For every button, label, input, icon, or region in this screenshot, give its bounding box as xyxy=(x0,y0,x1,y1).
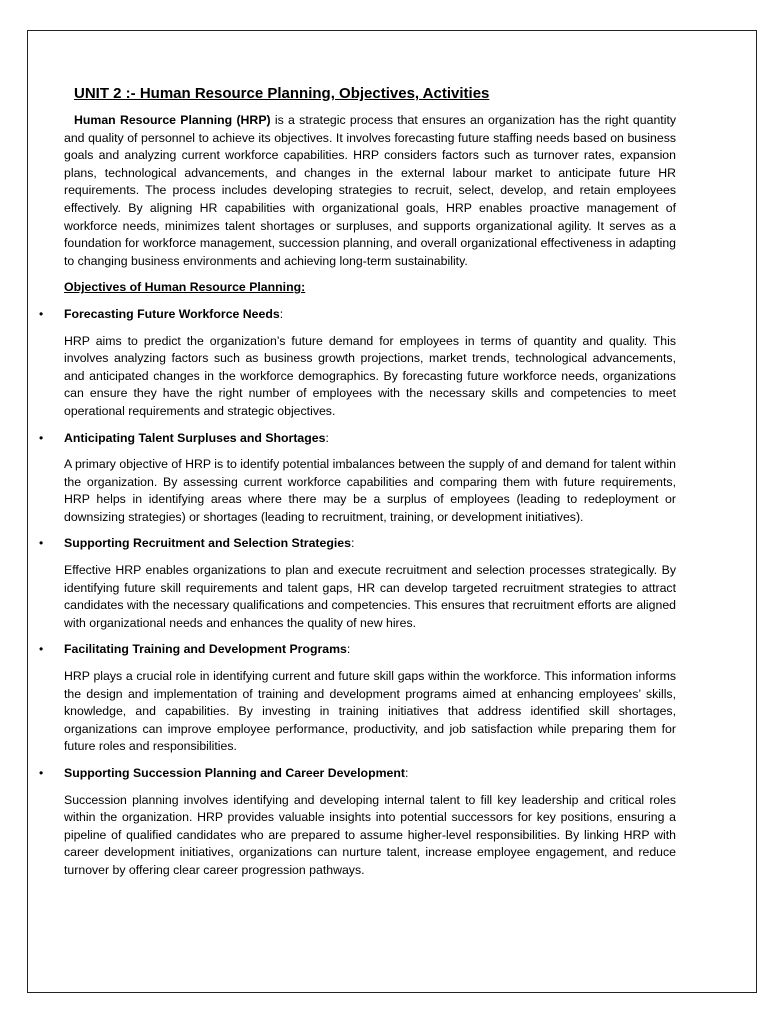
intro-term: Human Resource Planning (HRP) xyxy=(74,113,271,127)
document-title: UNIT 2 :- Human Resource Planning, Objectives, Activities xyxy=(74,85,490,102)
intro-text: is a strategic process that ensures an organization has the right quantity and quality of personnel to achieve its objectives. It involves forecasting future staffing needs based on business goals and analyzing current workforce capabilities. HRP considers factors such as turnover rates, expansion plans, technological advancements, and changes in the external labour market to anticipate future HR requirements. The process includes developing strategies to recruit, select, develop, and retain employees effectively. By aligning HR capabilities with organizational goals, HRP enables proactive management of workforce needs, minimizes talent shortages or surpluses, and supports organizational agility. It serves as a foundation for workforce management, succession planning, and overall organizational effectiveness in adapting to changing business environments and achieving long-term sustainability. xyxy=(64,113,677,268)
bullet-icon: • xyxy=(39,306,44,321)
objective-text: Succession planning involves identifying and developing internal talent to fill key leadership and critical roles within the organization. HRP provides valuable insights into potential successors for key positions, ensuring a pipeline of qualified candidates who are prepared to assume higher-level responsibilities. By linking HRP with career development initiatives, organizations can nurture talent, increase employee engagement, and reduce turnover by offering clear career progression pathways. xyxy=(64,792,676,877)
objective-item xyxy=(39,430,676,527)
bullet-icon: • xyxy=(39,642,44,657)
objective-text: Effective HRP enables organizations to plan and execute recruitment and selection processes strategically. By identifying future skill requirements and talent gaps, HR can develop targeted recruitment strategies to attract candidates with the necessary qualifications and competencies. This ensures that recruitment efforts are aligned with organizational needs and enhances the quality of new hires. xyxy=(64,563,676,630)
objective-colon: : xyxy=(325,430,329,445)
objective-colon: : xyxy=(279,306,284,321)
objective-heading xyxy=(39,641,676,659)
objective-title: Anticipating Talent Surpluses and Shortages xyxy=(64,430,326,445)
objective-text: HRP plays a crucial role in identifying current and future skill gaps within the workforce. This information informs the design and implementation of training and development programs aimed at enhancing employees’ skills, knowledge, and capabilities. By investing in training initiatives that address identified skill shortages, organizations can improve employee performance, productivity, and job satisfaction while preparing them for future roles and responsibilities. xyxy=(64,669,676,754)
objective-heading xyxy=(39,306,676,324)
objective-heading xyxy=(39,765,676,783)
objectives-heading: Objectives of Human Resource Planning: xyxy=(64,280,306,295)
objective-item xyxy=(39,535,676,632)
objective-item xyxy=(39,641,676,756)
objective-colon: : xyxy=(350,536,355,551)
bullet-icon: • xyxy=(39,430,44,445)
document-body xyxy=(39,84,677,889)
bullet-icon: • xyxy=(39,766,44,780)
objective-title: Supporting Recruitment and Selection Strategies xyxy=(64,536,351,551)
objective-title: Facilitating Training and Development Programs xyxy=(64,642,347,657)
objective-title: Forecasting Future Workforce Needs xyxy=(64,306,280,321)
objective-text: HRP aims to predict the organization’s future demand for employees in terms of quantity and quality. This involves analyzing factors such as business growth projections, market trends, technological advancements, and anticipated changes in the workforce demographics. By forecasting future workforce needs, organizations can ensure they have the right number of employees with the necessary skills and competencies to meet operational requirements and strategic objectives. xyxy=(64,333,676,418)
objective-heading xyxy=(39,535,676,553)
objective-item xyxy=(39,765,676,880)
objective-title: Supporting Succession Planning and Career Development xyxy=(64,766,405,780)
objective-text: A primary objective of HRP is to identify potential imbalances between the supply of and demand for talent within the organization. By assessing current workforce capabilities and comparing them with future requirements, HRP helps in identifying areas where there may be a surplus of employees (leading to redeployment or downsizing strategies) or shortages (leading to recruitment, training, or development initiatives). xyxy=(64,457,676,524)
bullet-icon: • xyxy=(39,536,44,551)
objective-colon: : xyxy=(346,642,351,657)
objective-heading xyxy=(39,430,676,448)
objective-item xyxy=(39,306,676,421)
intro-paragraph xyxy=(64,112,676,270)
objective-colon: : xyxy=(404,766,409,780)
